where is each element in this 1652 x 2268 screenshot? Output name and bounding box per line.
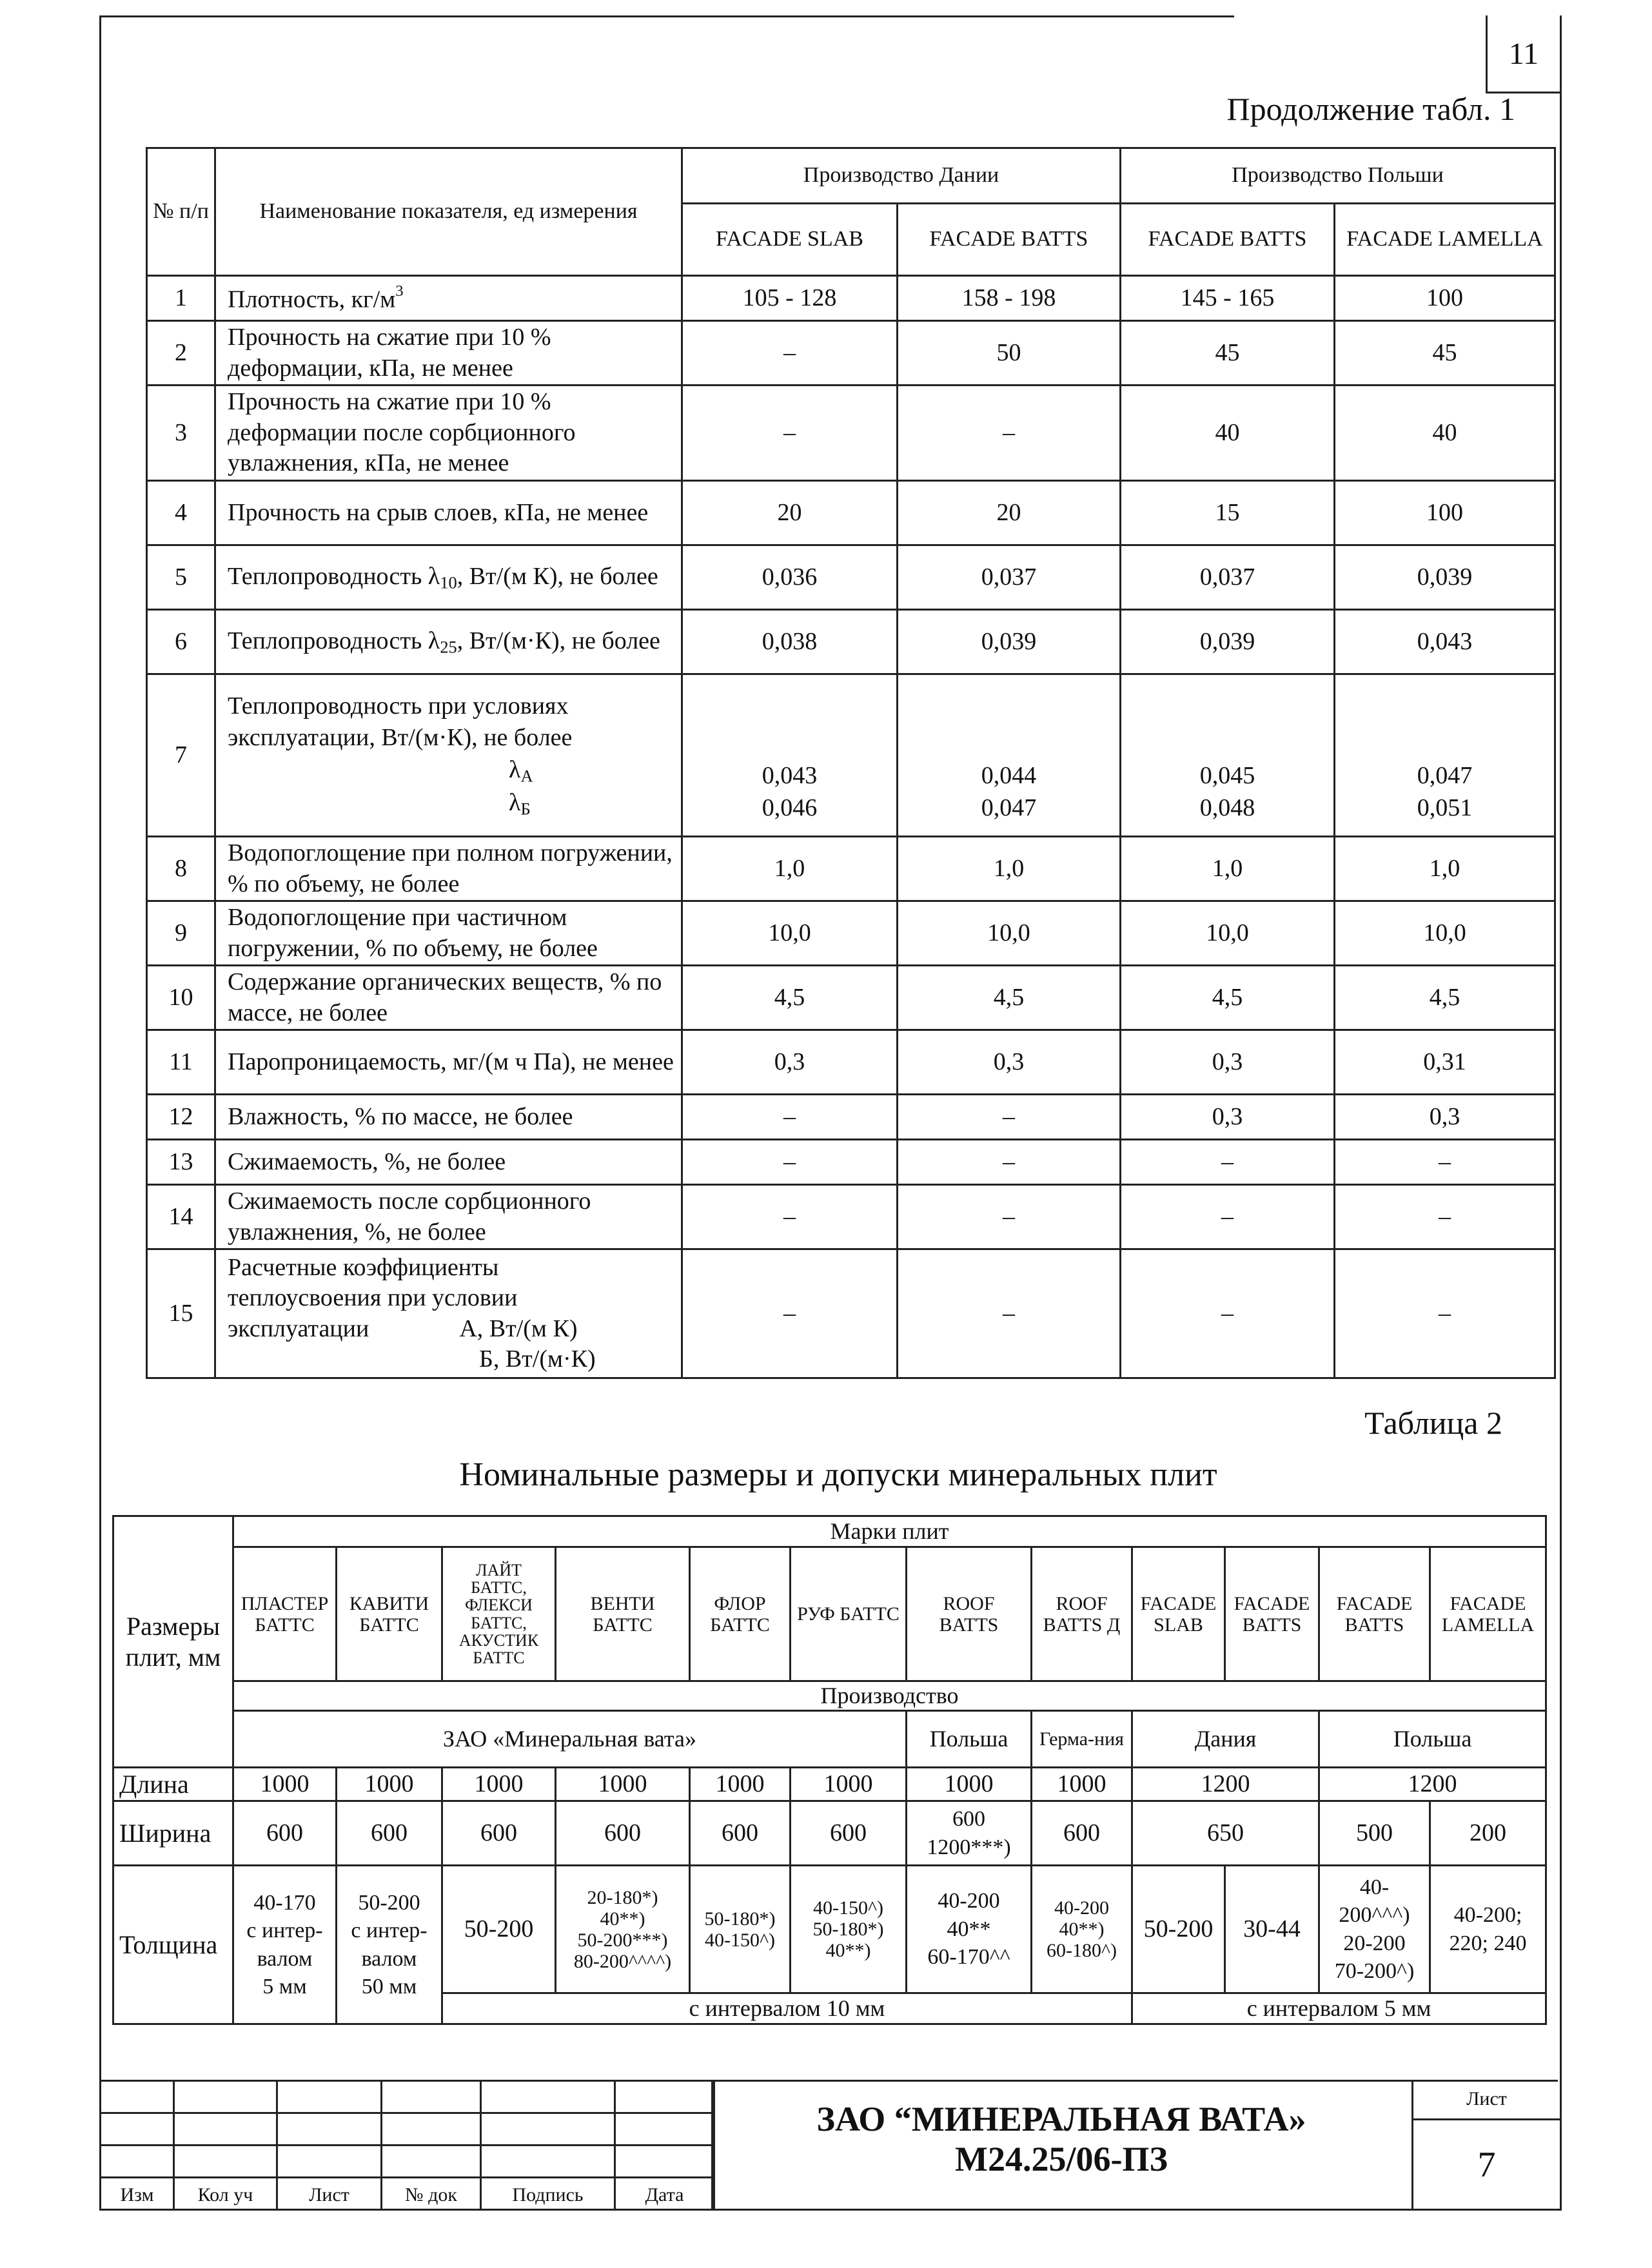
cell-value: 0,3: [682, 1030, 898, 1095]
length-label: Длина: [113, 1768, 233, 1801]
cell-value: 40- 200^^^) 20-200 70-200^): [1319, 1866, 1430, 1993]
cell-value: 4,5: [682, 966, 898, 1030]
row-name: Плотность, $кг/м^3$: [215, 276, 682, 321]
row-number: 11: [147, 1030, 215, 1095]
cell-value: 0,045 0,048: [1121, 674, 1335, 837]
subscript: 25: [440, 637, 457, 657]
cell-value: –: [682, 1140, 898, 1185]
dimensions-table: [112, 1515, 1547, 2025]
cell-value: –: [682, 1095, 898, 1140]
header-col: FACADE BATTS: [898, 204, 1121, 276]
cell-value: –: [898, 1249, 1121, 1378]
header-col: FACADE LAMELLA: [1335, 204, 1555, 276]
header-no: № п/п: [147, 148, 215, 276]
table-row: [147, 966, 1555, 1030]
table-row: [147, 1030, 1555, 1095]
cell-value: 0,043: [1335, 610, 1555, 674]
cell-value: 20: [898, 481, 1121, 545]
cell-value: 20: [682, 481, 898, 545]
cell-value: 40-200 40**) 60-180^): [1032, 1866, 1132, 1993]
cell-value: 15: [1121, 481, 1335, 545]
stamp-label-date: Дата: [615, 2178, 714, 2210]
cell-value: –: [898, 386, 1121, 481]
row-name-line: эксплуатации, Вт/(м·К), не более: [228, 724, 573, 752]
cell-value: –: [682, 386, 898, 481]
subscript: 10: [440, 572, 457, 592]
brand-facade-lamella: FACADE LAMELLA: [1430, 1547, 1546, 1681]
cell-value: 40: [1335, 386, 1555, 481]
length-row: [113, 1768, 1546, 1801]
brand-facade-batts: FACADE BATTS: [1225, 1547, 1319, 1681]
cell-value: 158 - 198: [898, 276, 1121, 321]
cell-value: 1200: [1132, 1768, 1319, 1801]
table-row: [147, 837, 1555, 901]
cell-value: 650: [1132, 1801, 1319, 1866]
cell-value: 600: [337, 1801, 442, 1866]
row-number: 7: [147, 674, 215, 837]
row-number: 12: [147, 1095, 215, 1140]
stamp-label-list: Лист: [277, 2178, 382, 2210]
cell-value: 100: [1335, 276, 1555, 321]
cell-value: 1,0: [898, 837, 1121, 901]
cell-value: 600: [791, 1801, 907, 1866]
cell-value: 600: [556, 1801, 690, 1866]
cell-value: –: [898, 1185, 1121, 1249]
header-col: FACADE BATTS: [1121, 204, 1335, 276]
producer-mineral-vata: ЗАО «Минеральная вата»: [233, 1711, 907, 1768]
cell-value: 0,038: [682, 610, 898, 674]
cell-value: 10,0: [898, 901, 1121, 966]
row-name: Прочность на сжатие при 10 % деформации, кПа, не менее: [215, 321, 682, 386]
cell-value: –: [898, 1140, 1121, 1185]
cell-value: 1000: [556, 1768, 690, 1801]
cell-value: 1000: [337, 1768, 442, 1801]
cell-value: 40-200; 220; 240: [1430, 1866, 1546, 1993]
properties-table: [146, 147, 1556, 1379]
cell-value: 0,047 0,051: [1335, 674, 1555, 837]
row-name-line: Теплопроводность при условиях: [228, 692, 569, 719]
cell-value: 0,036: [682, 545, 898, 610]
table-continuation-caption: Продолжение табл. 1: [1226, 91, 1515, 127]
cell-value: 10,0: [682, 901, 898, 966]
stamp-cell: [101, 2113, 174, 2146]
cell-value: 50-200 с интер- валом 50 мм: [337, 1866, 442, 2024]
row-name-line: Расчетные коэффициенты: [228, 1253, 499, 1281]
stamp-cell: [277, 2113, 382, 2146]
producer-poland: Польша: [907, 1711, 1032, 1768]
row-name: Содержание органических веществ, % по массе, не более: [215, 966, 682, 1030]
cell-value: 4,5: [1121, 966, 1335, 1030]
cell-value: –: [1335, 1185, 1555, 1249]
lambda-a-label: $\lambda_А$: [509, 756, 533, 786]
stamp-cell: [277, 2146, 382, 2178]
brand-venti-batts: ВЕНТИ БАТТС: [556, 1547, 690, 1681]
row-number: 1: [147, 276, 215, 321]
cell-value: 200: [1430, 1801, 1546, 1866]
cell-value: –: [682, 1249, 898, 1378]
producer-poland: Польша: [1319, 1711, 1546, 1768]
thickness-row: [113, 1866, 1546, 1993]
header-name: Наименование показателя, ед измерения: [215, 148, 682, 276]
production-header: Производство: [233, 1681, 1546, 1711]
brand-flor-batts: ФЛОР БАТТС: [690, 1547, 791, 1681]
cell-value: 0,3: [898, 1030, 1121, 1095]
row-name: Сжимаемость, %, не более: [215, 1140, 682, 1185]
cell-value: –: [682, 321, 898, 386]
header-poland: Производство Польши: [1121, 148, 1555, 204]
cell-value: 50-180*) 40-150^): [690, 1866, 791, 1993]
row-number: 10: [147, 966, 215, 1030]
stamp-cell: [615, 2146, 714, 2178]
table2-label: Таблица 2: [1364, 1405, 1502, 1441]
cell-value: 40-170 с интер- валом 5 мм: [233, 1866, 337, 2024]
row-number: 3: [147, 386, 215, 481]
row-number: 2: [147, 321, 215, 386]
stamp-label-signature: Подпись: [481, 2178, 615, 2210]
cell-value: –: [1121, 1185, 1335, 1249]
sheet-label: Лист: [1411, 2080, 1560, 2120]
header-denmark: Производство Дании: [682, 148, 1121, 204]
width-row: [113, 1801, 1546, 1866]
cell-value: 1000: [690, 1768, 791, 1801]
row-name: Теплопроводность $\lambda_{25}$, Вт/(м·К), не более: [215, 610, 682, 674]
table-row: [147, 674, 1555, 837]
row-name: Водопоглощение при полном погружении, % по объему, не более: [215, 837, 682, 901]
row-name-line: Б, Вт/(м·К): [479, 1345, 596, 1373]
superscript: 3: [395, 282, 404, 300]
row-name: Влажность, % по массе, не более: [215, 1095, 682, 1140]
cell-value: 40-150^) 50-180*) 40**): [791, 1866, 907, 1993]
lambda-b-label: $\lambda_Б$: [509, 788, 531, 819]
sizes-rowhead: Размеры плит, мм: [113, 1516, 233, 1768]
cell-value: 10,0: [1335, 901, 1555, 966]
brand-facade-slab: FACADE SLAB: [1132, 1547, 1225, 1681]
cell-value: 600: [233, 1801, 337, 1866]
stamp-cell: [174, 2113, 277, 2146]
sheet-number: 7: [1411, 2120, 1560, 2209]
stamp-label-kol-uch: Кол уч: [174, 2178, 277, 2210]
title-block-revisions: [99, 2080, 715, 2211]
stamp-cell: [615, 2113, 714, 2146]
cell-value: 0,31: [1335, 1030, 1555, 1095]
width-label: Ширина: [113, 1801, 233, 1866]
stamp-cell: [481, 2146, 615, 2178]
cell-value: 40: [1121, 386, 1335, 481]
stamp-cell: [382, 2146, 481, 2178]
row-number: 15: [147, 1249, 215, 1378]
brand-plaster-batts: ПЛАСТЕР БАТТС: [233, 1547, 337, 1681]
cell-value: 1000: [1032, 1768, 1132, 1801]
stamp-cell: [101, 2146, 174, 2178]
brand-kaviti-batts: КАВИТИ БАТТС: [337, 1547, 442, 1681]
row-name: Теплопроводность $\lambda_{10}$, Вт/(м К), не более: [215, 545, 682, 610]
producer-germany: Герма-ния: [1032, 1711, 1132, 1768]
stamp-cell: [101, 2081, 174, 2113]
stamp-cell: [277, 2081, 382, 2113]
brand-roof-batts-d: ROOF BATTS Д: [1032, 1547, 1132, 1681]
cell-value: 100: [1335, 481, 1555, 545]
cell-value: 600: [1032, 1801, 1132, 1866]
row-name: Паропроницаемость, мг/(м ч Па), не менее: [215, 1030, 682, 1095]
table-row: [147, 1095, 1555, 1140]
header-col: FACADE SLAB: [682, 204, 898, 276]
row-number: 13: [147, 1140, 215, 1185]
stamp-cell: [615, 2081, 714, 2113]
cell-value: 50-200: [442, 1866, 556, 1993]
cell-value: 105 - 128: [682, 276, 898, 321]
cell-value: 1,0: [1335, 837, 1555, 901]
cell-value: 0,037: [1121, 545, 1335, 610]
table-row: [147, 1249, 1555, 1378]
row-name: Прочность на сжатие при 10 % деформации после сорбционного увлажнения, кПа, не менее: [215, 386, 682, 481]
cell-value: 1,0: [682, 837, 898, 901]
cell-value: 145 - 165: [1121, 276, 1335, 321]
table-row: [147, 276, 1555, 321]
cell-value: –: [1121, 1249, 1335, 1378]
cell-value: 600 1200***): [907, 1801, 1032, 1866]
cell-value: –: [1335, 1249, 1555, 1378]
page-number: 11: [1486, 15, 1560, 93]
title-block-company: [711, 2099, 1411, 2179]
cell-value: 40-200 40** 60-170^^: [907, 1866, 1032, 1993]
stamp-cell: [174, 2146, 277, 2178]
cell-value: –: [682, 1185, 898, 1249]
producer-denmark: Дания: [1132, 1711, 1319, 1768]
interval-5mm: с интервалом 5 мм: [1132, 1993, 1546, 2024]
table-row: [147, 1185, 1555, 1249]
cell-value: 50-200: [1132, 1866, 1225, 1993]
stamp-cell: [481, 2081, 615, 2113]
stamp-cell: [174, 2081, 277, 2113]
stamp-label-doc: № док: [382, 2178, 481, 2210]
cell-value: 0,3: [1335, 1095, 1555, 1140]
table-row: [147, 386, 1555, 481]
cell-value: 0,039: [898, 610, 1121, 674]
table2-title: Номинальные размеры и допуски минеральных плит: [459, 1456, 1217, 1493]
row-number: 6: [147, 610, 215, 674]
cell-value: –: [898, 1095, 1121, 1140]
table-row: [147, 901, 1555, 966]
row-number: 14: [147, 1185, 215, 1249]
cell-value: 1000: [907, 1768, 1032, 1801]
cell-value: 0,037: [898, 545, 1121, 610]
cell-value: 1200: [1319, 1768, 1546, 1801]
cell-value: 500: [1319, 1801, 1430, 1866]
stamp-cell: [382, 2113, 481, 2146]
table-row: [147, 321, 1555, 386]
cell-value: –: [1335, 1140, 1555, 1185]
stamp-cell: [481, 2113, 615, 2146]
cell-value: 30-44: [1225, 1866, 1319, 1993]
cell-value: 0,039: [1121, 610, 1335, 674]
row-name: [215, 674, 682, 837]
row-name-line: эксплуатации А, Вт/(м К): [228, 1315, 578, 1342]
table-row: [147, 1140, 1555, 1185]
cell-value: 45: [1335, 321, 1555, 386]
company-name: ЗАО “МИНЕРАЛЬНАЯ ВАТА»: [816, 2100, 1306, 2138]
brand-roof-batts: ROOF BATTS: [907, 1547, 1032, 1681]
row-number: 4: [147, 481, 215, 545]
cell-value: 0,044 0,047: [898, 674, 1121, 837]
row-name: Сжимаемость после сорбционного увлажнения, %, не более: [215, 1185, 682, 1249]
cell-value: 0,043 0,046: [682, 674, 898, 837]
row-name: Водопоглощение при частичном погружении, % по объему, не более: [215, 901, 682, 966]
cell-value: 4,5: [898, 966, 1121, 1030]
cell-value: –: [1121, 1140, 1335, 1185]
cell-value: 600: [442, 1801, 556, 1866]
brands-header: Марки плит: [233, 1516, 1546, 1547]
table-row: [147, 610, 1555, 674]
stamp-cell: [382, 2081, 481, 2113]
row-number: 9: [147, 901, 215, 966]
cell-value: 1000: [233, 1768, 337, 1801]
brand-light-flexi-akustik: ЛАЙТ БАТТС, ФЛЕКСИ БАТТС, АКУСТИК БАТТС: [442, 1547, 556, 1681]
cell-value: 600: [690, 1801, 791, 1866]
cell-value: 10,0: [1121, 901, 1335, 966]
stamp-label-izm: Изм: [101, 2178, 174, 2210]
brand-facade-batts: FACADE BATTS: [1319, 1547, 1430, 1681]
cell-value: 1000: [791, 1768, 907, 1801]
table-row: [147, 545, 1555, 610]
brand-ruf-batts: РУФ БАТТС: [791, 1547, 907, 1681]
cell-value: 0,039: [1335, 545, 1555, 610]
cell-value: 1,0: [1121, 837, 1335, 901]
cell-value: 45: [1121, 321, 1335, 386]
row-name: Прочность на срыв слоев, кПа, не менее: [215, 481, 682, 545]
row-number: 8: [147, 837, 215, 901]
row-name-line: теплоусвоения при условии: [228, 1284, 518, 1311]
interval-10mm: с интервалом 10 мм: [442, 1993, 1132, 2024]
cell-value: 1000: [442, 1768, 556, 1801]
document-code: М24.25/06-ПЗ: [955, 2140, 1168, 2179]
row-name: [215, 1249, 682, 1378]
thickness-label: Толщина: [113, 1866, 233, 2024]
cell-value: 0,3: [1121, 1095, 1335, 1140]
row-number: 5: [147, 545, 215, 610]
table-row: [147, 481, 1555, 545]
cell-value: 20-180*) 40**) 50-200***) 80-200^^^^): [556, 1866, 690, 1993]
cell-value: 0,3: [1121, 1030, 1335, 1095]
cell-value: 50: [898, 321, 1121, 386]
cell-value: 4,5: [1335, 966, 1555, 1030]
